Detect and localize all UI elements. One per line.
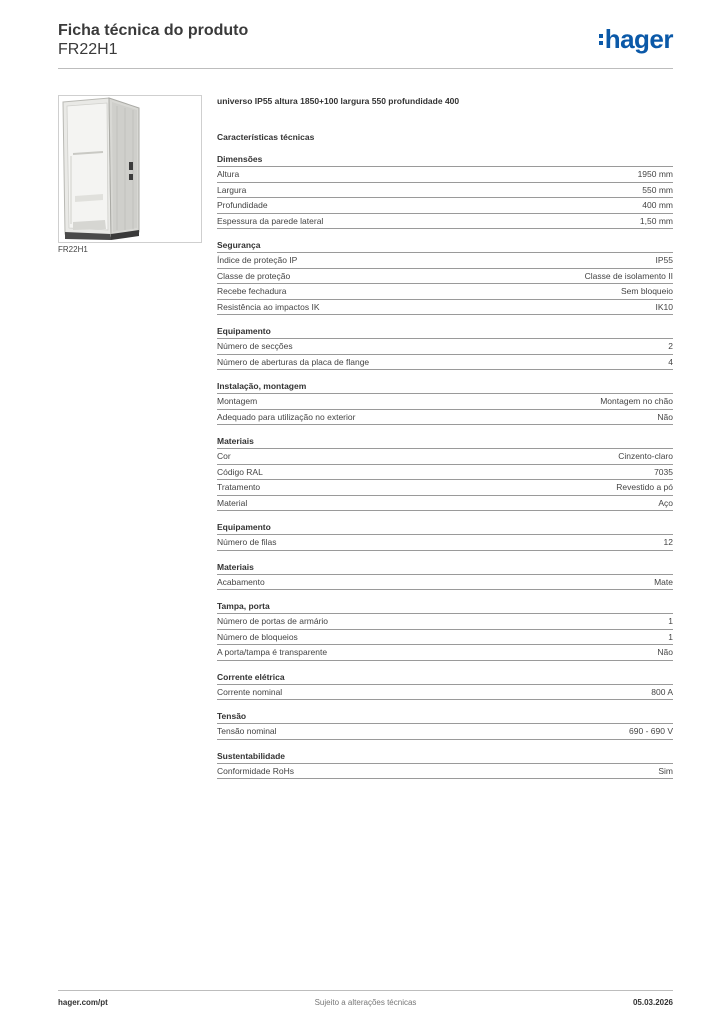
spec-group-title: Equipamento	[217, 325, 673, 339]
spec-value: 400 mm	[642, 200, 673, 211]
spec-value: Revestido a pó	[616, 482, 673, 493]
cabinet-illustration-icon	[59, 96, 201, 242]
spec-label: Número de aberturas da placa de flange	[217, 356, 370, 367]
spec-group-title: Sustentabilidade	[217, 750, 673, 764]
spec-row	[217, 575, 673, 591]
spec-value: 7035	[654, 466, 673, 477]
spec-value: Classe de isolamento II	[584, 270, 673, 281]
spec-group	[217, 521, 673, 551]
spec-label: Classe de proteção	[217, 270, 291, 281]
spec-value: 1950 mm	[637, 169, 673, 180]
spec-label: Acabamento	[217, 576, 265, 587]
spec-group	[217, 561, 673, 591]
header-divider	[58, 68, 673, 69]
spec-group	[217, 325, 673, 370]
page-header	[58, 22, 673, 68]
spec-groups	[217, 153, 673, 779]
product-image	[58, 95, 202, 243]
spec-label: Índice de proteção IP	[217, 255, 298, 266]
spec-label: Corrente nominal	[217, 686, 283, 697]
spec-row	[217, 300, 673, 316]
spec-value: Mate	[654, 576, 673, 587]
spec-row	[217, 614, 673, 630]
spec-row	[217, 496, 673, 512]
spec-value: 1,50 mm	[639, 215, 673, 226]
product-code: FR22H1	[58, 41, 118, 58]
spec-group	[217, 435, 673, 511]
spec-label: Altura	[217, 169, 240, 180]
spec-label: Conformidade RoHs	[217, 765, 295, 776]
spec-group-title: Equipamento	[217, 521, 673, 535]
spec-row	[217, 214, 673, 230]
spec-group	[217, 671, 673, 701]
spec-value: Não	[657, 647, 673, 658]
spec-label: Resistência ao impactos IK	[217, 301, 320, 312]
spec-label: Largura	[217, 184, 247, 195]
section-heading: Características técnicas	[217, 132, 315, 142]
spec-row	[217, 764, 673, 780]
spec-value: Não	[657, 411, 673, 422]
spec-row	[217, 355, 673, 371]
spec-row	[217, 339, 673, 355]
image-caption: FR22H1	[58, 245, 88, 254]
spec-label: Montagem	[217, 396, 258, 407]
spec-value: Aço	[658, 497, 673, 508]
spec-group-title: Tampa, porta	[217, 600, 673, 614]
spec-group	[217, 750, 673, 780]
footer-divider	[58, 990, 673, 991]
spec-group-title: Materiais	[217, 435, 673, 449]
logo-text: hager	[604, 24, 673, 54]
spec-value: Montagem no chão	[600, 396, 673, 407]
spec-value: IP55	[655, 255, 673, 266]
spec-group	[217, 710, 673, 740]
spec-label: Recebe fechadura	[217, 286, 287, 297]
spec-group	[217, 153, 673, 229]
spec-row	[217, 198, 673, 214]
spec-label: Número de secções	[217, 341, 293, 352]
spec-row	[217, 645, 673, 661]
spec-label: Cor	[217, 451, 231, 462]
product-description: universo IP55 altura 1850+100 largura 550 profundidade 400	[217, 96, 460, 106]
spec-value: 2	[668, 341, 673, 352]
spec-label: Espessura da parede lateral	[217, 215, 324, 226]
spec-value: Sem bloqueio	[621, 286, 673, 297]
spec-label: Número de filas	[217, 537, 277, 548]
spec-value: IK10	[655, 301, 673, 312]
spec-label: Material	[217, 497, 248, 508]
spec-label: Tensão nominal	[217, 726, 277, 737]
spec-row	[217, 410, 673, 426]
spec-row	[217, 253, 673, 269]
logo-dots-icon	[599, 34, 603, 45]
footer-note: Sujeito a alterações técnicas	[314, 998, 417, 1007]
spec-content	[217, 95, 673, 779]
spec-group-title: Dimensões	[217, 153, 673, 167]
spec-value: 4	[668, 356, 673, 367]
spec-label: Tratamento	[217, 482, 261, 493]
spec-label: Código RAL	[217, 466, 263, 477]
spec-value: 550 mm	[642, 184, 673, 195]
spec-row	[217, 167, 673, 183]
spec-label: Número de bloqueios	[217, 631, 298, 642]
spec-row	[217, 183, 673, 199]
document-title: Ficha técnica do produto	[58, 22, 249, 39]
spec-label: A porta/tampa é transparente	[217, 647, 328, 658]
spec-label: Número de portas de armário	[217, 616, 329, 627]
spec-row	[217, 284, 673, 300]
spec-group-title: Corrente elétrica	[217, 671, 673, 685]
spec-group	[217, 600, 673, 661]
spec-group-title: Materiais	[217, 561, 673, 575]
spec-row	[217, 394, 673, 410]
spec-group-title: Tensão	[217, 710, 673, 724]
spec-group	[217, 380, 673, 425]
spec-value: 1	[668, 616, 673, 627]
spec-row	[217, 535, 673, 551]
footer-website: hager.com/pt	[58, 998, 108, 1007]
spec-row	[217, 685, 673, 701]
spec-value: 1	[668, 631, 673, 642]
spec-value: 12	[663, 537, 673, 548]
spec-row	[217, 449, 673, 465]
spec-group-title: Instalação, montagem	[217, 380, 673, 394]
spec-row	[217, 269, 673, 285]
spec-row	[217, 630, 673, 646]
spec-label: Adequado para utilização no exterior	[217, 411, 356, 422]
spec-label: Profundidade	[217, 200, 268, 211]
spec-value: Cinzento-claro	[618, 451, 673, 462]
spec-value: 800 A	[651, 686, 673, 697]
hager-logo	[599, 26, 673, 52]
spec-value: Sim	[658, 765, 673, 776]
spec-value: 690 - 690 V	[629, 726, 673, 737]
spec-row	[217, 724, 673, 740]
footer-date: 05.03.2026	[632, 998, 673, 1007]
spec-row	[217, 465, 673, 481]
spec-group-title: Segurança	[217, 239, 673, 253]
spec-row	[217, 480, 673, 496]
spec-group	[217, 239, 673, 315]
